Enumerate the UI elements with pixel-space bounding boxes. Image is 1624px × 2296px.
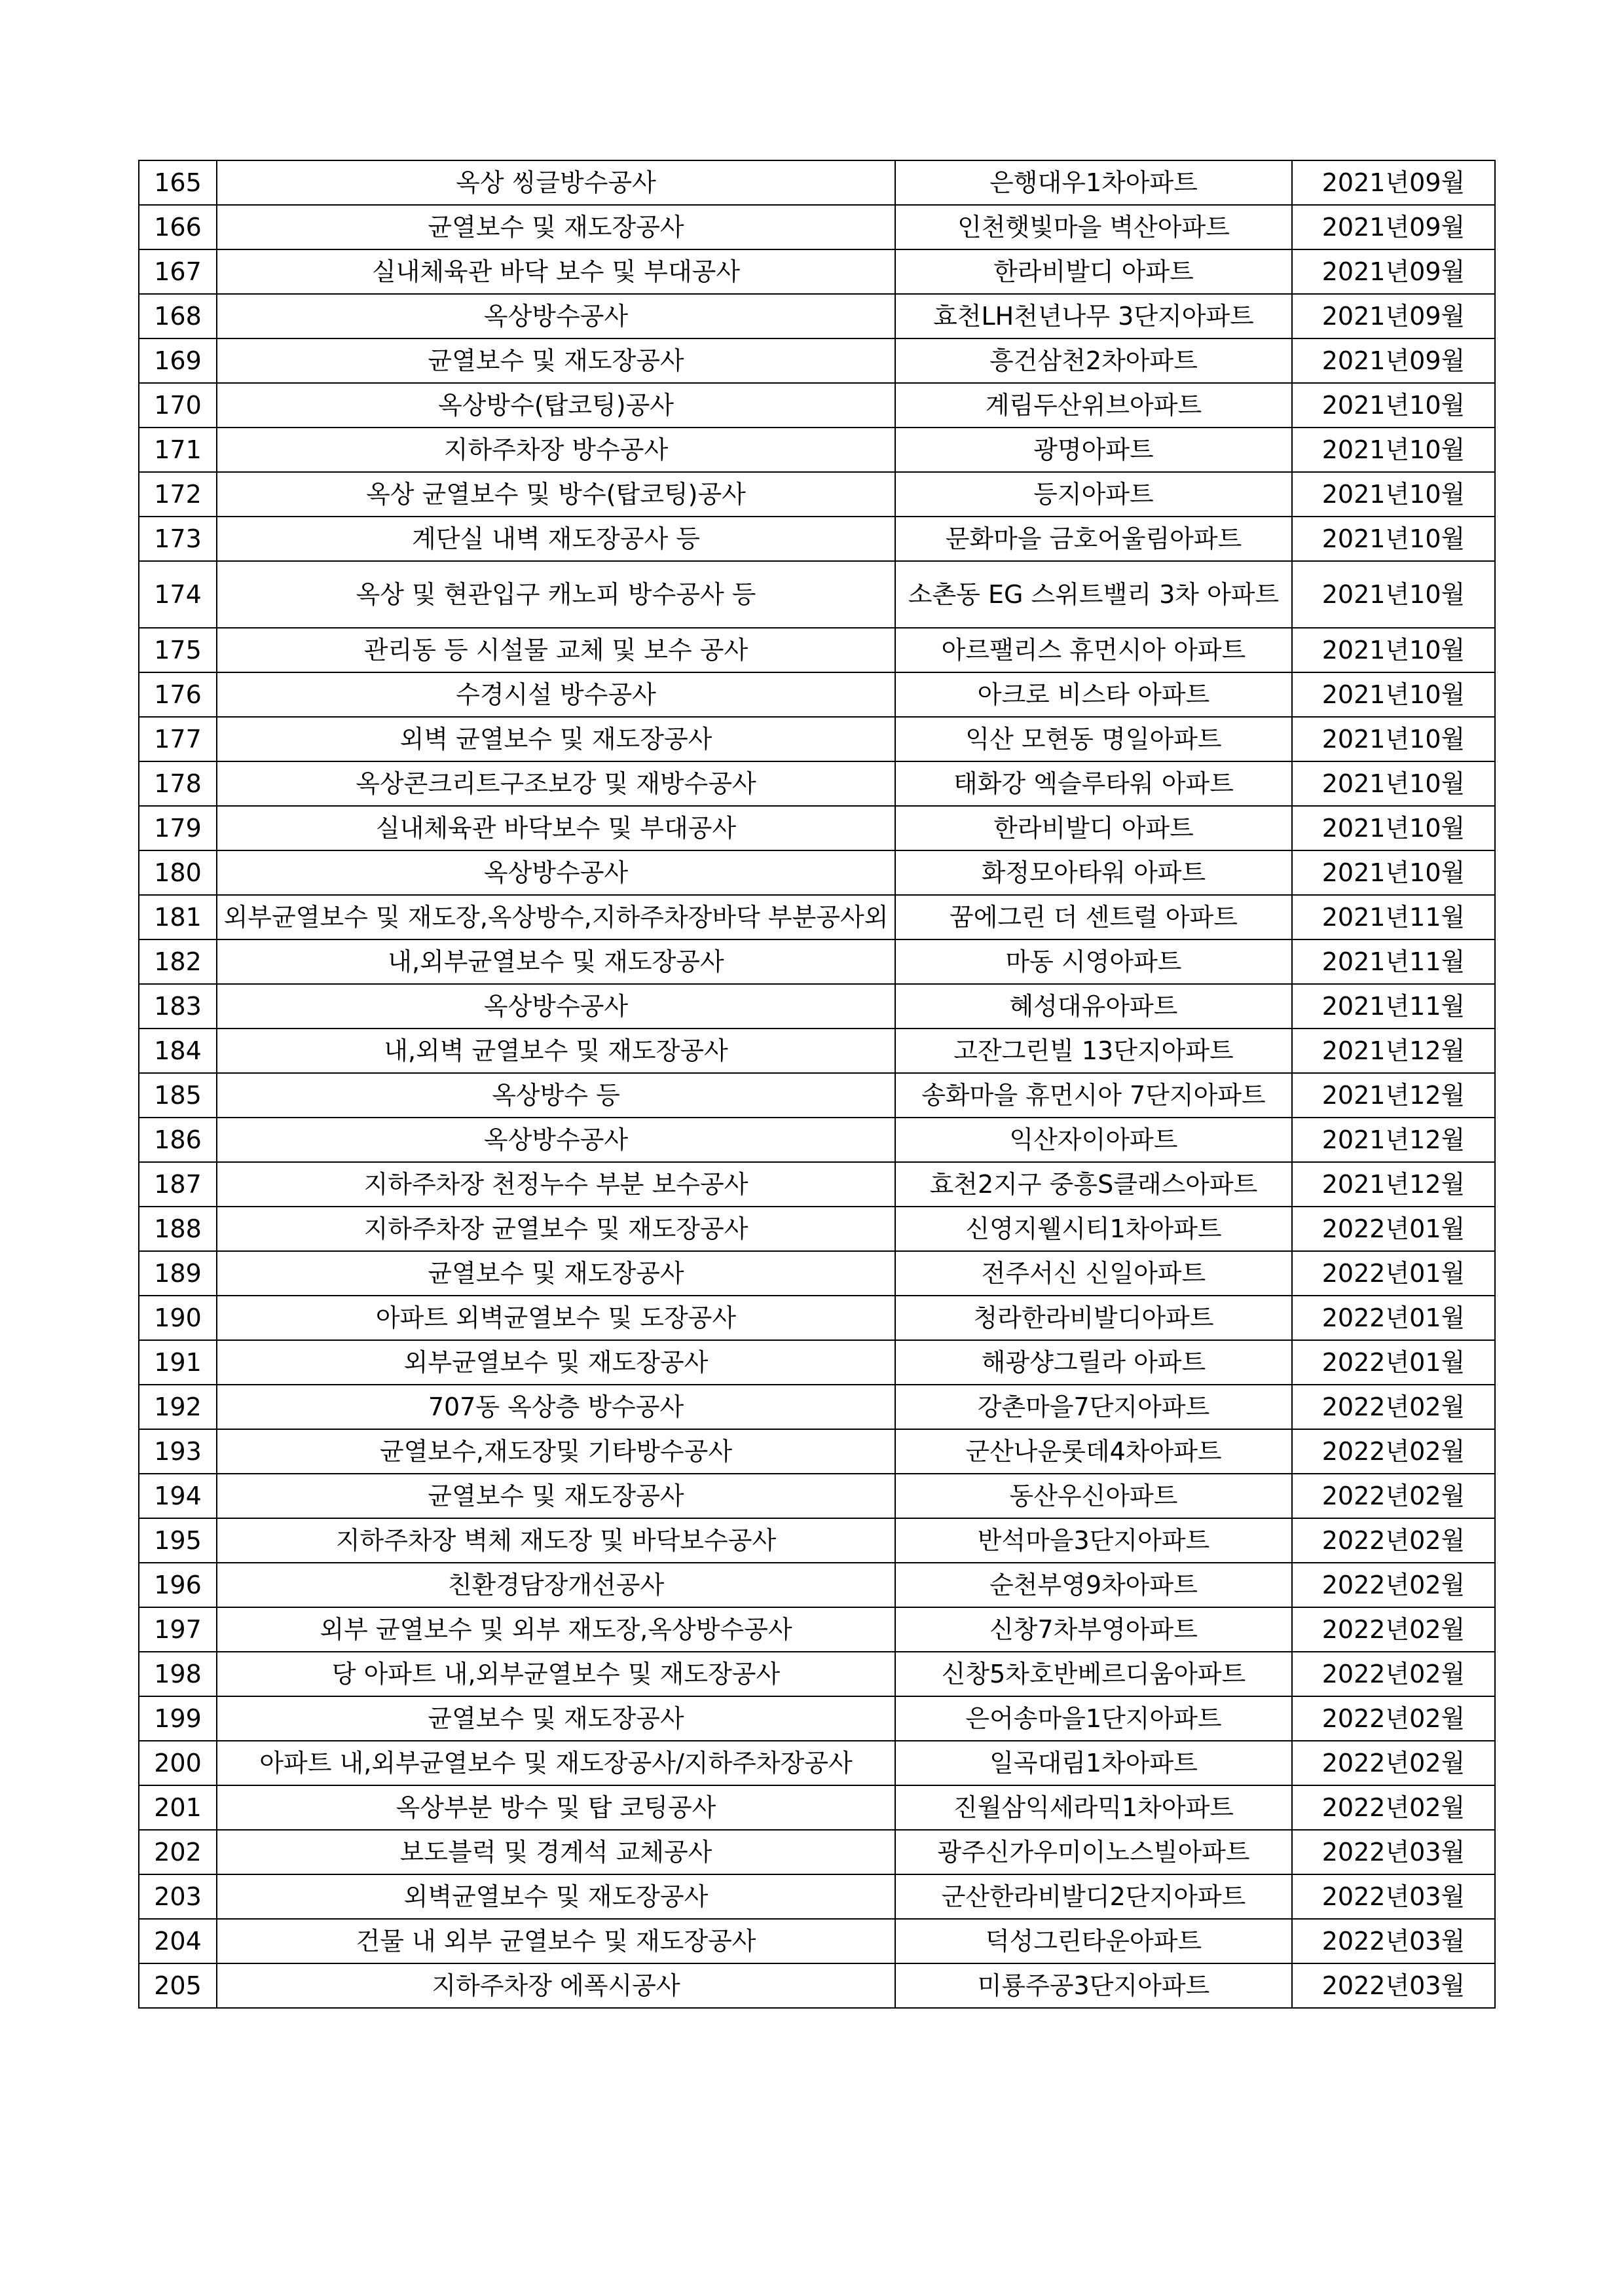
table-row [139, 472, 1495, 517]
row-number-cell: 184 [139, 1029, 217, 1073]
row-number-cell: 187 [139, 1162, 217, 1207]
work-description-cell: 균열보수 및 재도장공사 [217, 1696, 895, 1741]
completion-date-cell: 2022년01월 [1292, 1340, 1495, 1385]
work-description-cell: 균열보수 및 재도장공사 [217, 338, 895, 383]
site-name-cell: 전주서신 신일아파트 [895, 1251, 1292, 1296]
work-description-cell: 707동 옥상층 방수공사 [217, 1385, 895, 1429]
site-name-cell: 강촌마을7단지아파트 [895, 1385, 1292, 1429]
table-row [139, 1118, 1495, 1162]
work-description-cell: 지하주차장 에폭시공사 [217, 1963, 895, 2008]
work-description-cell: 친환경담장개선공사 [217, 1563, 895, 1607]
work-description-cell: 외벽 균열보수 및 재도장공사 [217, 717, 895, 761]
site-name-cell: 덕성그린타운아파트 [895, 1919, 1292, 1963]
work-description-cell: 옥상 및 현관입구 캐노피 방수공사 등 [217, 561, 895, 628]
table-row [139, 1073, 1495, 1118]
table-row [139, 561, 1495, 628]
row-number-cell: 177 [139, 717, 217, 761]
row-number-cell: 174 [139, 561, 217, 628]
table-row [139, 517, 1495, 561]
table-row [139, 1919, 1495, 1963]
row-number-cell: 199 [139, 1696, 217, 1741]
table-row [139, 939, 1495, 984]
row-number-cell: 179 [139, 806, 217, 850]
site-name-cell: 등지아파트 [895, 472, 1292, 517]
table-row [139, 628, 1495, 672]
completion-date-cell: 2021년09월 [1292, 160, 1495, 205]
work-description-cell: 내,외부균열보수 및 재도장공사 [217, 939, 895, 984]
site-name-cell: 익산자이아파트 [895, 1118, 1292, 1162]
site-name-cell: 한라비발디 아파트 [895, 806, 1292, 850]
row-number-cell: 178 [139, 761, 217, 806]
row-number-cell: 167 [139, 249, 217, 294]
row-number-cell: 205 [139, 1963, 217, 2008]
table-row [139, 672, 1495, 717]
site-name-cell: 청라한라비발디아파트 [895, 1296, 1292, 1340]
site-name-cell: 꿈에그린 더 센트럴 아파트 [895, 895, 1292, 939]
site-name-cell: 광명아파트 [895, 428, 1292, 472]
work-description-cell: 옥상부분 방수 및 탑 코팅공사 [217, 1785, 895, 1830]
completion-date-cell: 2021년10월 [1292, 672, 1495, 717]
site-name-cell: 군산한라비발디2단지아파트 [895, 1874, 1292, 1919]
completion-date-cell: 2021년09월 [1292, 294, 1495, 338]
completion-date-cell: 2021년10월 [1292, 517, 1495, 561]
site-name-cell: 광주신가우미이노스빌아파트 [895, 1830, 1292, 1874]
completion-date-cell: 2021년12월 [1292, 1073, 1495, 1118]
row-number-cell: 181 [139, 895, 217, 939]
row-number-cell: 168 [139, 294, 217, 338]
table-row [139, 1696, 1495, 1741]
completion-date-cell: 2021년11월 [1292, 939, 1495, 984]
site-name-cell: 은어송마을1단지아파트 [895, 1696, 1292, 1741]
table-row [139, 1474, 1495, 1518]
site-name-cell: 신창5차호반베르디움아파트 [895, 1652, 1292, 1696]
work-description-cell: 외부균열보수 및 재도장공사 [217, 1340, 895, 1385]
row-number-cell: 193 [139, 1429, 217, 1474]
table-row [139, 1296, 1495, 1340]
row-number-cell: 188 [139, 1207, 217, 1251]
row-number-cell: 195 [139, 1518, 217, 1563]
completion-date-cell: 2021년10월 [1292, 383, 1495, 428]
work-description-cell: 지하주차장 균열보수 및 재도장공사 [217, 1207, 895, 1251]
table-row [139, 1874, 1495, 1919]
completion-date-cell: 2021년11월 [1292, 895, 1495, 939]
completion-date-cell: 2022년02월 [1292, 1429, 1495, 1474]
completion-date-cell: 2021년10월 [1292, 628, 1495, 672]
site-name-cell: 동산우신아파트 [895, 1474, 1292, 1518]
site-name-cell: 혜성대유아파트 [895, 984, 1292, 1029]
completion-date-cell: 2022년02월 [1292, 1652, 1495, 1696]
work-description-cell: 당 아파트 내,외부균열보수 및 재도장공사 [217, 1652, 895, 1696]
table-row [139, 806, 1495, 850]
work-description-cell: 옥상방수공사 [217, 850, 895, 895]
completion-date-cell: 2022년03월 [1292, 1830, 1495, 1874]
row-number-cell: 170 [139, 383, 217, 428]
row-number-cell: 194 [139, 1474, 217, 1518]
site-name-cell: 해광샹그릴라 아파트 [895, 1340, 1292, 1385]
row-number-cell: 204 [139, 1919, 217, 1963]
table-row [139, 338, 1495, 383]
site-name-cell: 아크로 비스타 아파트 [895, 672, 1292, 717]
work-description-cell: 옥상 씽글방수공사 [217, 160, 895, 205]
site-name-cell: 문화마을 금호어울림아파트 [895, 517, 1292, 561]
table-row [139, 1251, 1495, 1296]
row-number-cell: 165 [139, 160, 217, 205]
completion-date-cell: 2021년10월 [1292, 850, 1495, 895]
work-description-cell: 옥상방수공사 [217, 1118, 895, 1162]
completion-date-cell: 2022년02월 [1292, 1563, 1495, 1607]
table-row [139, 1607, 1495, 1652]
site-name-cell: 소촌동 EG 스위트밸리 3차 아파트 [895, 561, 1292, 628]
table-row [139, 717, 1495, 761]
completion-date-cell: 2022년03월 [1292, 1963, 1495, 2008]
table-row [139, 249, 1495, 294]
completion-date-cell: 2021년10월 [1292, 717, 1495, 761]
site-name-cell: 태화강 엑슬루타워 아파트 [895, 761, 1292, 806]
site-name-cell: 미룡주공3단지아파트 [895, 1963, 1292, 2008]
row-number-cell: 189 [139, 1251, 217, 1296]
row-number-cell: 200 [139, 1741, 217, 1785]
row-number-cell: 173 [139, 517, 217, 561]
completion-date-cell: 2022년02월 [1292, 1474, 1495, 1518]
site-name-cell: 고잔그린빌 13단지아파트 [895, 1029, 1292, 1073]
row-number-cell: 176 [139, 672, 217, 717]
table-row [139, 160, 1495, 205]
row-number-cell: 183 [139, 984, 217, 1029]
row-number-cell: 198 [139, 1652, 217, 1696]
row-number-cell: 192 [139, 1385, 217, 1429]
work-description-cell: 옥상방수공사 [217, 294, 895, 338]
work-description-cell: 옥상방수(탑코팅)공사 [217, 383, 895, 428]
work-description-cell: 보도블럭 및 경계석 교체공사 [217, 1830, 895, 1874]
completion-date-cell: 2021년10월 [1292, 806, 1495, 850]
table-row [139, 1785, 1495, 1830]
site-name-cell: 은행대우1차아파트 [895, 160, 1292, 205]
row-number-cell: 190 [139, 1296, 217, 1340]
site-name-cell: 신영지웰시티1차아파트 [895, 1207, 1292, 1251]
site-name-cell: 계림두산위브아파트 [895, 383, 1292, 428]
completion-date-cell: 2021년10월 [1292, 428, 1495, 472]
work-description-cell: 지하주차장 벽체 재도장 및 바닥보수공사 [217, 1518, 895, 1563]
site-name-cell: 화정모아타워 아파트 [895, 850, 1292, 895]
completion-date-cell: 2022년01월 [1292, 1296, 1495, 1340]
work-description-cell: 균열보수 및 재도장공사 [217, 1474, 895, 1518]
work-description-cell: 외부 균열보수 및 외부 재도장,옥상방수공사 [217, 1607, 895, 1652]
row-number-cell: 180 [139, 850, 217, 895]
table-row [139, 1385, 1495, 1429]
work-description-cell: 옥상방수 등 [217, 1073, 895, 1118]
table-row [139, 294, 1495, 338]
completion-date-cell: 2022년02월 [1292, 1741, 1495, 1785]
table-row [139, 1518, 1495, 1563]
completion-date-cell: 2022년02월 [1292, 1785, 1495, 1830]
row-number-cell: 172 [139, 472, 217, 517]
completion-date-cell: 2021년12월 [1292, 1118, 1495, 1162]
work-description-cell: 내,외벽 균열보수 및 재도장공사 [217, 1029, 895, 1073]
site-name-cell: 인천햇빛마을 벽산아파트 [895, 205, 1292, 249]
work-description-cell: 관리동 등 시설물 교체 및 보수 공사 [217, 628, 895, 672]
work-description-cell: 옥상 균열보수 및 방수(탑코팅)공사 [217, 472, 895, 517]
row-number-cell: 202 [139, 1830, 217, 1874]
completion-date-cell: 2022년02월 [1292, 1696, 1495, 1741]
site-name-cell: 마동 시영아파트 [895, 939, 1292, 984]
row-number-cell: 166 [139, 205, 217, 249]
work-description-cell: 아파트 외벽균열보수 및 도장공사 [217, 1296, 895, 1340]
site-name-cell: 진월삼익세라믹1차아파트 [895, 1785, 1292, 1830]
work-description-cell: 외부균열보수 및 재도장,옥상방수,지하주차장바닥 부분공사외 [217, 895, 895, 939]
table-row [139, 850, 1495, 895]
table-row [139, 761, 1495, 806]
completion-date-cell: 2021년09월 [1292, 205, 1495, 249]
site-name-cell: 순천부영9차아파트 [895, 1563, 1292, 1607]
site-name-cell: 효천2지구 중흥S클래스아파트 [895, 1162, 1292, 1207]
site-name-cell: 한라비발디 아파트 [895, 249, 1292, 294]
completion-date-cell: 2022년02월 [1292, 1607, 1495, 1652]
work-description-cell: 지하주차장 방수공사 [217, 428, 895, 472]
row-number-cell: 169 [139, 338, 217, 383]
work-description-cell: 균열보수 및 재도장공사 [217, 1251, 895, 1296]
table-row [139, 1429, 1495, 1474]
completion-date-cell: 2022년03월 [1292, 1919, 1495, 1963]
row-number-cell: 191 [139, 1340, 217, 1385]
completion-date-cell: 2021년09월 [1292, 249, 1495, 294]
work-description-cell: 수경시설 방수공사 [217, 672, 895, 717]
row-number-cell: 196 [139, 1563, 217, 1607]
site-name-cell: 익산 모현동 명일아파트 [895, 717, 1292, 761]
work-description-cell: 실내체육관 바닥보수 및 부대공사 [217, 806, 895, 850]
completion-date-cell: 2022년02월 [1292, 1385, 1495, 1429]
table-row [139, 1652, 1495, 1696]
completion-date-cell: 2021년09월 [1292, 338, 1495, 383]
table-row [139, 1207, 1495, 1251]
records-table [138, 160, 1496, 2009]
completion-date-cell: 2021년10월 [1292, 561, 1495, 628]
site-name-cell: 흥건삼천2차아파트 [895, 338, 1292, 383]
site-name-cell: 일곡대림1차아파트 [895, 1741, 1292, 1785]
row-number-cell: 182 [139, 939, 217, 984]
site-name-cell: 효천LH천년나무 3단지아파트 [895, 294, 1292, 338]
table-row [139, 205, 1495, 249]
site-name-cell: 군산나운롯데4차아파트 [895, 1429, 1292, 1474]
completion-date-cell: 2022년03월 [1292, 1874, 1495, 1919]
table-row [139, 1162, 1495, 1207]
work-description-cell: 아파트 내,외부균열보수 및 재도장공사/지하주차장공사 [217, 1741, 895, 1785]
row-number-cell: 175 [139, 628, 217, 672]
table-row [139, 383, 1495, 428]
work-description-cell: 지하주차장 천정누수 부분 보수공사 [217, 1162, 895, 1207]
table-row [139, 1741, 1495, 1785]
site-name-cell: 송화마을 휴먼시아 7단지아파트 [895, 1073, 1292, 1118]
table-row [139, 1563, 1495, 1607]
completion-date-cell: 2022년01월 [1292, 1207, 1495, 1251]
work-description-cell: 균열보수 및 재도장공사 [217, 205, 895, 249]
table-row [139, 984, 1495, 1029]
completion-date-cell: 2021년12월 [1292, 1162, 1495, 1207]
work-description-cell: 계단실 내벽 재도장공사 등 [217, 517, 895, 561]
table-row [139, 1963, 1495, 2008]
work-description-cell: 옥상방수공사 [217, 984, 895, 1029]
completion-date-cell: 2021년10월 [1292, 472, 1495, 517]
records-table-body [139, 160, 1495, 2008]
row-number-cell: 185 [139, 1073, 217, 1118]
completion-date-cell: 2021년10월 [1292, 761, 1495, 806]
work-description-cell: 옥상콘크리트구조보강 및 재방수공사 [217, 761, 895, 806]
completion-date-cell: 2022년01월 [1292, 1251, 1495, 1296]
table-row [139, 1029, 1495, 1073]
table-row [139, 428, 1495, 472]
work-description-cell: 실내체육관 바닥 보수 및 부대공사 [217, 249, 895, 294]
completion-date-cell: 2022년02월 [1292, 1518, 1495, 1563]
site-name-cell: 신창7차부영아파트 [895, 1607, 1292, 1652]
row-number-cell: 201 [139, 1785, 217, 1830]
work-description-cell: 균열보수,재도장및 기타방수공사 [217, 1429, 895, 1474]
row-number-cell: 197 [139, 1607, 217, 1652]
row-number-cell: 203 [139, 1874, 217, 1919]
completion-date-cell: 2021년12월 [1292, 1029, 1495, 1073]
completion-date-cell: 2021년11월 [1292, 984, 1495, 1029]
work-description-cell: 건물 내 외부 균열보수 및 재도장공사 [217, 1919, 895, 1963]
table-row [139, 895, 1495, 939]
row-number-cell: 186 [139, 1118, 217, 1162]
row-number-cell: 171 [139, 428, 217, 472]
work-description-cell: 외벽균열보수 및 재도장공사 [217, 1874, 895, 1919]
table-row [139, 1340, 1495, 1385]
site-name-cell: 반석마을3단지아파트 [895, 1518, 1292, 1563]
table-row [139, 1830, 1495, 1874]
site-name-cell: 아르팰리스 휴먼시아 아파트 [895, 628, 1292, 672]
